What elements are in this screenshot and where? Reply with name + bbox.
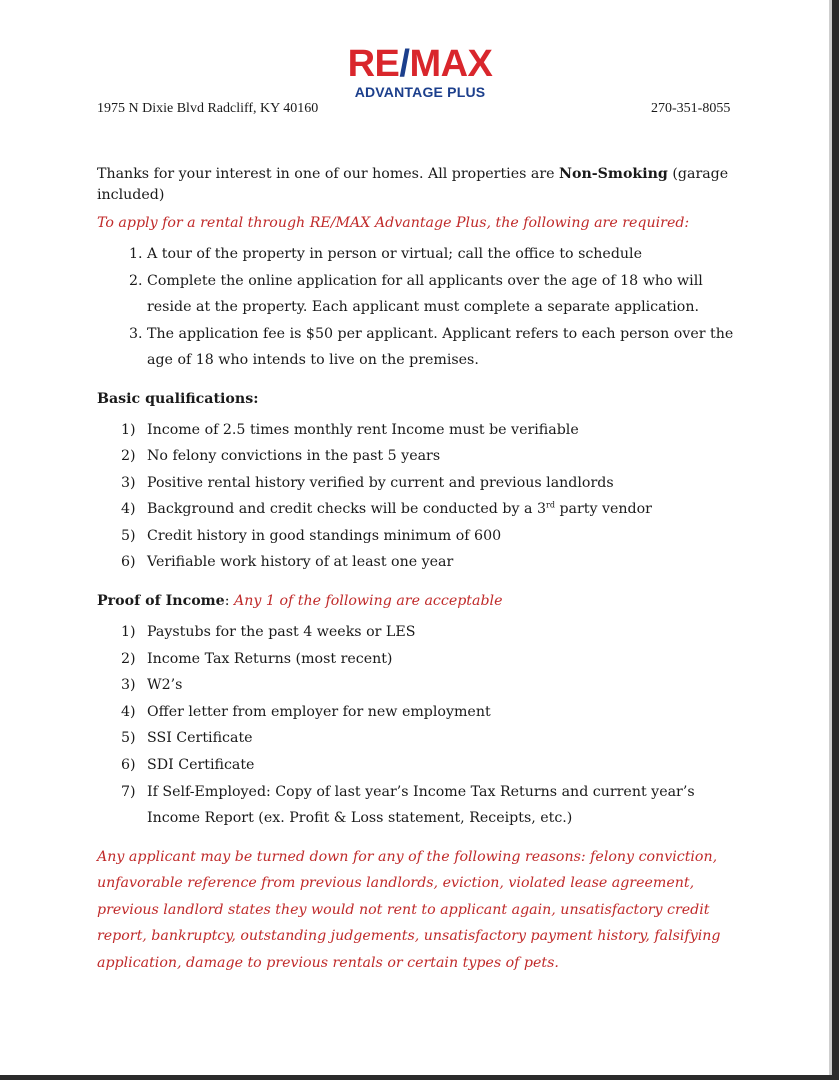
item-number: 2) — [121, 650, 136, 667]
list-item — [121, 646, 737, 673]
item-text: Offer letter from employer for new employment — [147, 703, 491, 720]
item-text: Credit history in good standings minimum of 600 — [147, 527, 502, 544]
list-item: 1. A tour of the property in person or virtual; call the office to schedule — [147, 241, 737, 268]
item-number: 4) — [121, 501, 136, 518]
income-note: Any 1 of the following are acceptable — [234, 593, 503, 610]
item-text-tail: party vendor — [554, 501, 652, 518]
heading-colon: : — [224, 593, 235, 610]
qualifications-heading: Basic qualifications: — [97, 390, 259, 407]
office-address: 1975 N Dixie Blvd Radcliff, KY 40160 — [97, 101, 319, 116]
logo-wordmark — [330, 44, 510, 84]
item-text: Verifiable work history of at least one year — [147, 554, 454, 571]
list-item — [121, 672, 737, 699]
list-item — [121, 496, 737, 523]
item-number: 2) — [121, 448, 136, 465]
item-number: 1) — [121, 624, 136, 641]
qualifications-list — [97, 417, 737, 577]
list-item: 3. The application fee is $50 per applicant. Applicant refers to each person over the age of 18 who intends to live on the premises. — [147, 321, 737, 374]
item-number: 7) — [121, 783, 136, 800]
item-text: SDI Certificate — [147, 757, 255, 774]
ordinal-suffix: rd — [546, 500, 555, 510]
item-text: Background and credit checks will be conducted by a 3 — [147, 501, 546, 518]
list-item: 2. Complete the online application for all applicants over the age of 18 who will reside at the property. Each applicant must complete a separate application. — [147, 268, 737, 321]
item-text: Income Tax Returns (most recent) — [147, 650, 393, 667]
item-text: Positive rental history verified by current and previous landlords — [147, 474, 614, 491]
item-number: 5) — [121, 527, 136, 544]
scan-edge-bottom — [0, 1075, 839, 1080]
list-item — [121, 752, 737, 779]
logo-slash: / — [399, 43, 410, 85]
intro-paragraph — [97, 164, 737, 206]
item-number: 6) — [121, 757, 136, 774]
item-text: Income of 2.5 times monthly rent Income must be verifiable — [147, 421, 579, 438]
item-text: W2’s — [147, 677, 183, 694]
non-smoking-emphasis: Non-Smoking — [559, 166, 668, 182]
list-item — [121, 725, 737, 752]
item-text: Paystubs for the past 4 weeks or LES — [147, 624, 416, 641]
item-number: 3) — [121, 677, 136, 694]
item-number: 6) — [121, 554, 136, 571]
income-heading-line — [97, 591, 737, 612]
item-number: 1) — [121, 421, 136, 438]
list-item — [121, 699, 737, 726]
logo-subtitle: ADVANTAGE PLUS — [354, 84, 486, 100]
intro-text: Thanks for your interest in one of our homes. All properties are — [97, 166, 560, 182]
scan-edge-right — [829, 0, 839, 1080]
document-body — [97, 164, 737, 976]
item-text: If Self-Employed: Copy of last year’s Income Tax Returns and current year’s Income Report (ex. Profit & Loss statement, Receipts, etc.) — [147, 783, 695, 827]
intro-text-tail: (garage included) — [97, 166, 729, 203]
requirements-heading: To apply for a rental through RE/MAX Advantage Plus, the following are required: — [97, 215, 690, 231]
list-item — [121, 417, 737, 444]
office-phone: 270-351-8055 — [651, 101, 731, 116]
rejection-reasons-paragraph: Any applicant may be turned down for any of the following reasons: felony conviction, unfavorable reference from previous landlords, eviction, violated lease agreement, previous landlord states they would not rent to applicant again, unsatisfactory credit report, bankruptcy, outstanding judgements, unsatisfactory payment history, falsifying application, damage to previous rentals or certain types of pets. — [97, 848, 721, 971]
item-text: SSI Certificate — [147, 730, 253, 747]
list-item — [121, 443, 737, 470]
list-item — [121, 523, 737, 550]
item-text: No felony convictions in the past 5 years — [147, 448, 441, 465]
item-number: 4) — [121, 703, 136, 720]
list-item — [121, 470, 737, 497]
list-item — [121, 619, 737, 646]
logo-re: RE — [347, 43, 400, 85]
remax-logo — [330, 44, 510, 100]
logo-max: MAX — [409, 43, 493, 85]
income-heading: Proof of Income — [97, 593, 225, 610]
list-item — [121, 779, 737, 832]
income-list — [97, 619, 737, 832]
list-item — [121, 549, 737, 576]
item-number: 5) — [121, 730, 136, 747]
item-number: 3) — [121, 474, 136, 491]
requirements-list — [97, 241, 737, 374]
